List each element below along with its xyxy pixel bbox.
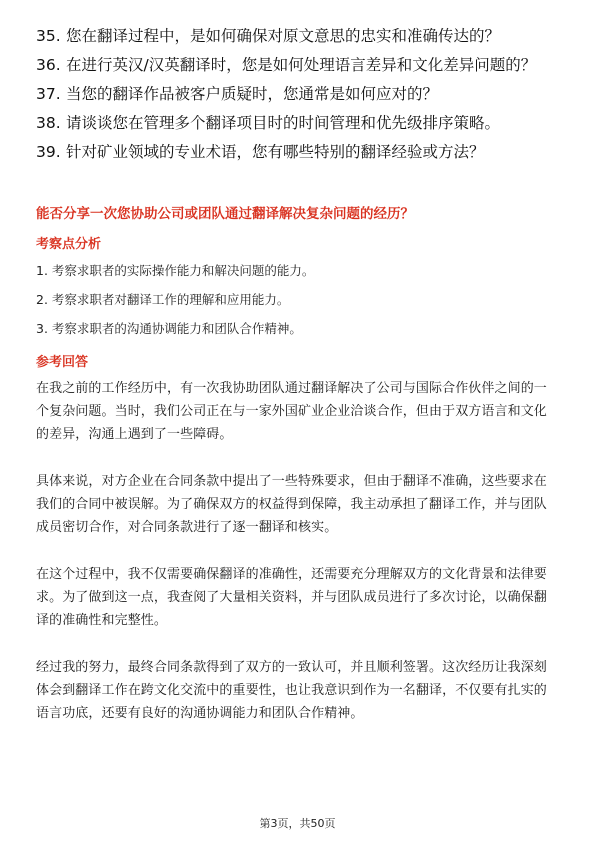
question-list [36, 26, 566, 171]
question-number: 35. [36, 27, 61, 45]
page-footer: 第3页，共50页 [259, 817, 336, 830]
question-number: 36. [36, 56, 61, 74]
featured-question-title: 能否分享一次您协助公司或团队通过翻译解决复杂问题的经历？ [36, 206, 414, 222]
question-number: 37. [36, 85, 61, 103]
answer-paragraph: 经过我的努力，最终合同条款得到了双方的一致认可，并且顺利签署。这次经历让我深刻体会到翻译工作在跨文化交流中的重要性，也让我意识到作为一名翻译，不仅要有扎实的语言功底，还要有良好的沟通协调能力和团队合作精神。 [36, 660, 547, 721]
question-text: 当您的翻译作品被客户质疑时，您通常是如何应对的？ [66, 85, 439, 103]
answer-body [36, 377, 558, 749]
question-item [36, 55, 566, 76]
analysis-point: 2. 考察求职者对翻译工作的理解和应用能力。 [36, 292, 290, 307]
question-text: 在进行英汉/汉英翻译时，您是如何处理语言差异和文化差异问题的？ [66, 56, 537, 74]
question-item [36, 26, 566, 47]
answer-paragraph: 在这个过程中，我不仅需要确保翻译的准确性，还需要充分理解双方的文化背景和法律要求。为了做到这一点，我查阅了大量相关资料，并与团队成员进行了多次讨论，以确保翻译的准确性和完整性。 [36, 567, 547, 628]
question-item [36, 84, 566, 105]
answer-heading: 参考回答 [36, 355, 89, 370]
analysis-heading: 考察点分析 [36, 237, 102, 252]
question-number: 38. [36, 114, 61, 132]
analysis-point: 3. 考察求职者的沟通协调能力和团队合作精神。 [36, 321, 302, 336]
analysis-point-list [36, 262, 566, 349]
answer-paragraph: 在我之前的工作经历中，有一次我协助团队通过翻译解决了公司与国际合作伙伴之间的一个复杂问题。当时，我们公司正在与一家外国矿业企业洽谈合作，但由于双方语言和文化的差异，沟通上遇到了一些障碍。 [36, 381, 547, 442]
question-item [36, 142, 566, 163]
question-text: 请谈谈您在管理多个翻译项目时的时间管理和优先级排序策略。 [66, 114, 501, 132]
question-text: 针对矿业领域的专业术语，您有哪些特别的翻译经验或方法？ [66, 143, 485, 161]
question-number: 39. [36, 143, 61, 161]
analysis-point: 1. 考察求职者的实际操作能力和解决问题的能力。 [36, 263, 315, 278]
answer-paragraph: 具体来说，对方企业在合同条款中提出了一些特殊要求，但由于翻译不准确，这些要求在我们的合同中被误解。为了确保双方的权益得到保障，我主动承担了翻译工作，并与团队成员密切合作，对合同条款进行了逐一翻译和核实。 [36, 474, 547, 535]
question-text: 您在翻译过程中，是如何确保对原文意思的忠实和准确传达的？ [66, 27, 501, 45]
question-item [36, 113, 566, 134]
